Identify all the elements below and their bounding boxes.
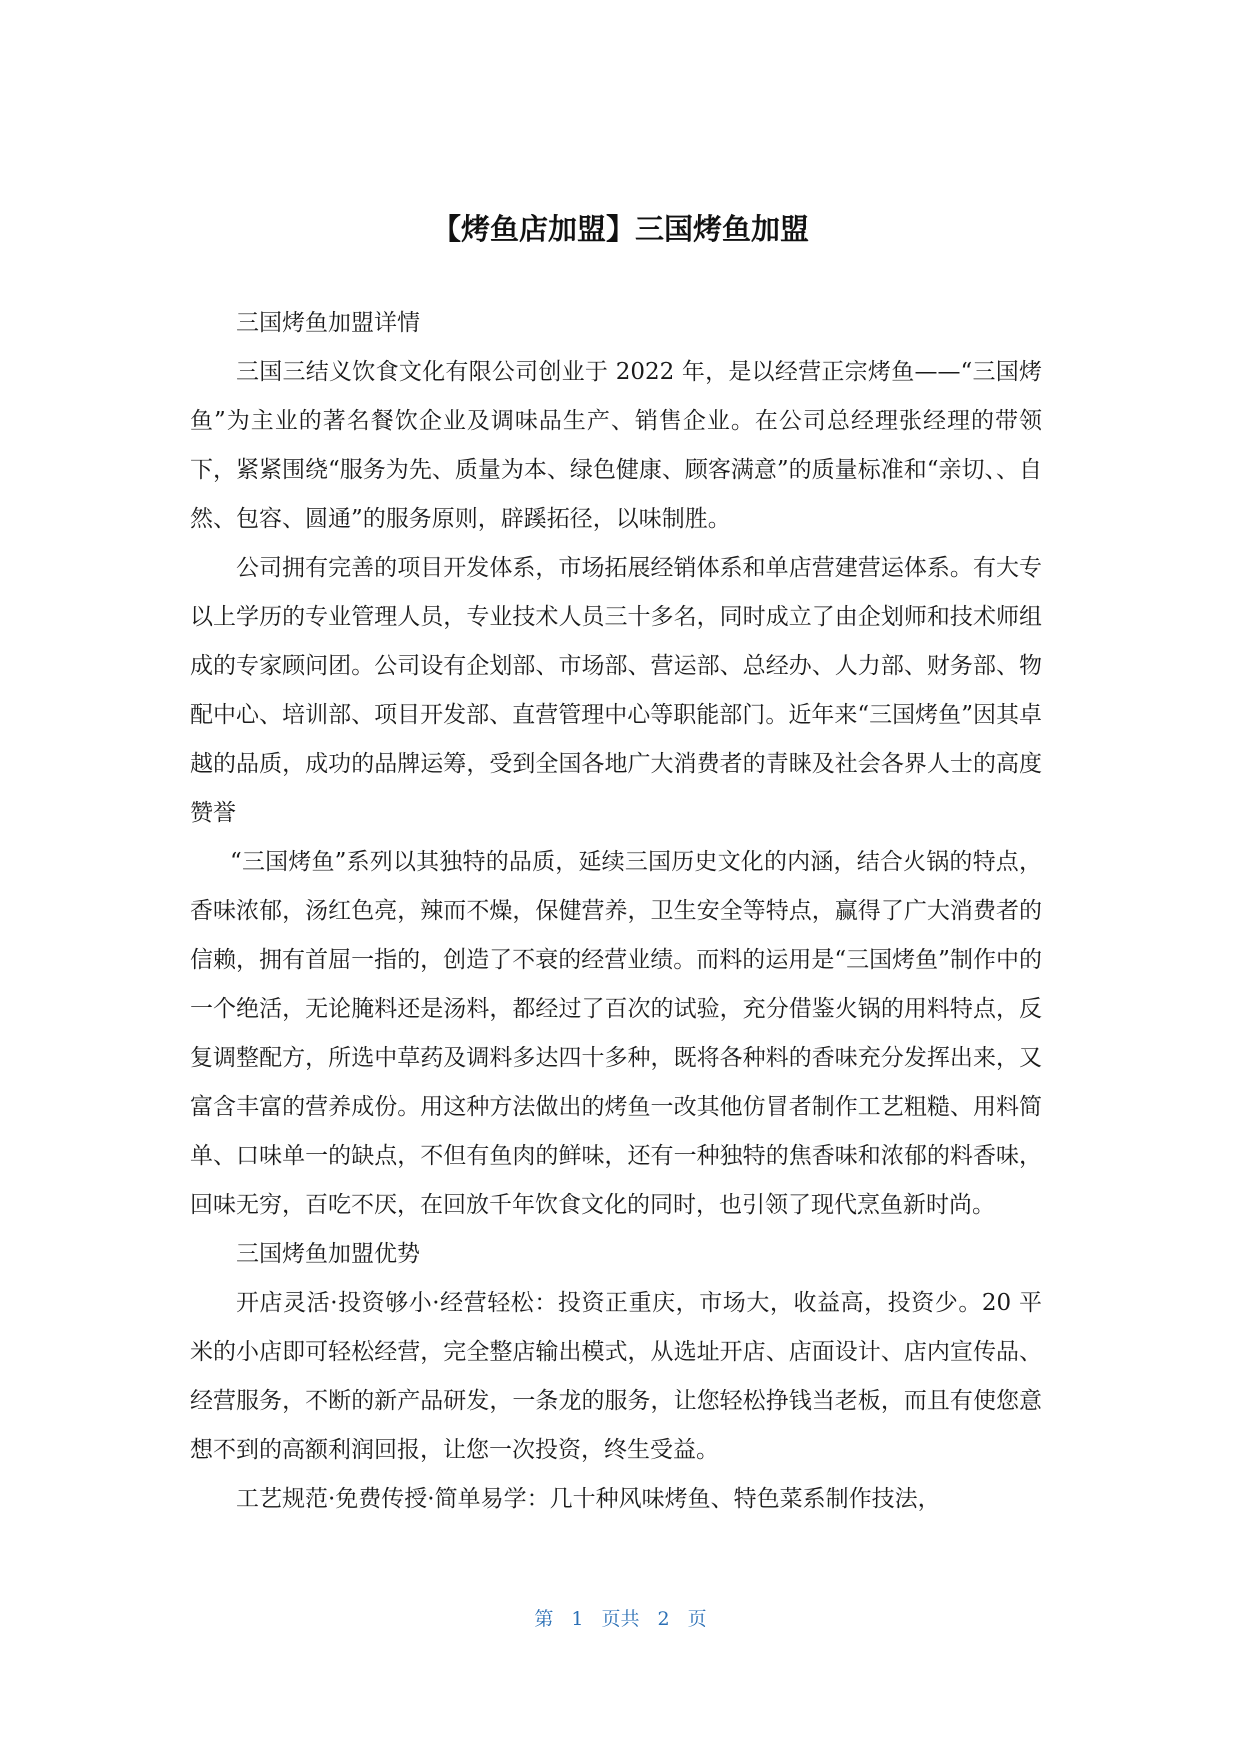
paragraph-advantage-technique: 工艺规范·免费传授·简单易学：几十种风味烤鱼、特色菜系制作技法， bbox=[236, 1486, 941, 1512]
section-heading-advantages: 三国烤鱼加盟优势 bbox=[236, 1241, 420, 1267]
paragraph-company-structure: 公司拥有完善的项目开发体系，市场拓展经销体系和单店营建营运体系。有大专以上学历的专业管理人员，专业技术人员三十多名，同时成立了由企划师和技术师组成的专家顾问团。公司设有企划部、市场部、营运部、总经办、人力部、财务部、物配中心、培训部、项目开发部、直营管理中心等职能部门。近年来“三国烤鱼”因其卓越的品质，成功的品牌运筹，受到全国各地广大消费者的青睐及社会各界人士的高度赞誉 bbox=[190, 555, 1042, 826]
paragraph-company-intro: 三国三结义饮食文化有限公司创业于 2022 年，是以经营正宗烤鱼——“三国烤鱼”为主业的著名餐饮企业及调味品生产、销售企业。在公司总经理张经理的带领下，紧紧围绕“服务为先、质量为本、绿色健康、顾客满意”的质量标准和“亲切、、自然、包容、圆通”的服务原则，辟蹊拓径，以味制胜。 bbox=[190, 359, 1042, 532]
section-heading-details: 三国烤鱼加盟详情 bbox=[236, 310, 420, 336]
document-body bbox=[190, 299, 1042, 1524]
page-number: 第 1 页共 2 页 bbox=[534, 1608, 707, 1630]
document-title: 【烤鱼店加盟】三国烤鱼加盟 bbox=[431, 212, 809, 247]
paragraph-product-features: “三国烤鱼”系列以其独特的品质，延续三国历史文化的内涵，结合火锅的特点，香味浓郁，汤红色亮，辣而不燥，保健营养，卫生安全等特点，赢得了广大消费者的信赖，拥有首屈一指的，创造了不衰的经营业绩。而料的运用是“三国烤鱼”制作中的一个绝活，无论腌料还是汤料，都经过了百次的试验，充分借鉴火锅的用料特点，反复调整配方，所选中草药及调料多达四十多种，既将各种料的香味充分发挥出来，又富含丰富的营养成份。用这种方法做出的烤鱼一改其他仿冒者制作工艺粗糙、用料简单、口味单一的缺点，不但有鱼肉的鲜味，还有一种独特的焦香味和浓郁的料香味，回味无穷，百吃不厌，在回放千年饮食文化的同时，也引领了现代烹鱼新时尚。 bbox=[190, 849, 1042, 1218]
paragraph-advantage-store: 开店灵活·投资够小·经营轻松：投资正重庆，市场大，收益高，投资少。20 平米的小店即可轻松经营，完全整店输出模式，从选址开店、店面设计、店内宣传品、经营服务，不断的新产品研发，一条龙的服务，让您轻松挣钱当老板，而且有使您意想不到的高额利润回报，让您一次投资，终生受益。 bbox=[190, 1290, 1042, 1463]
